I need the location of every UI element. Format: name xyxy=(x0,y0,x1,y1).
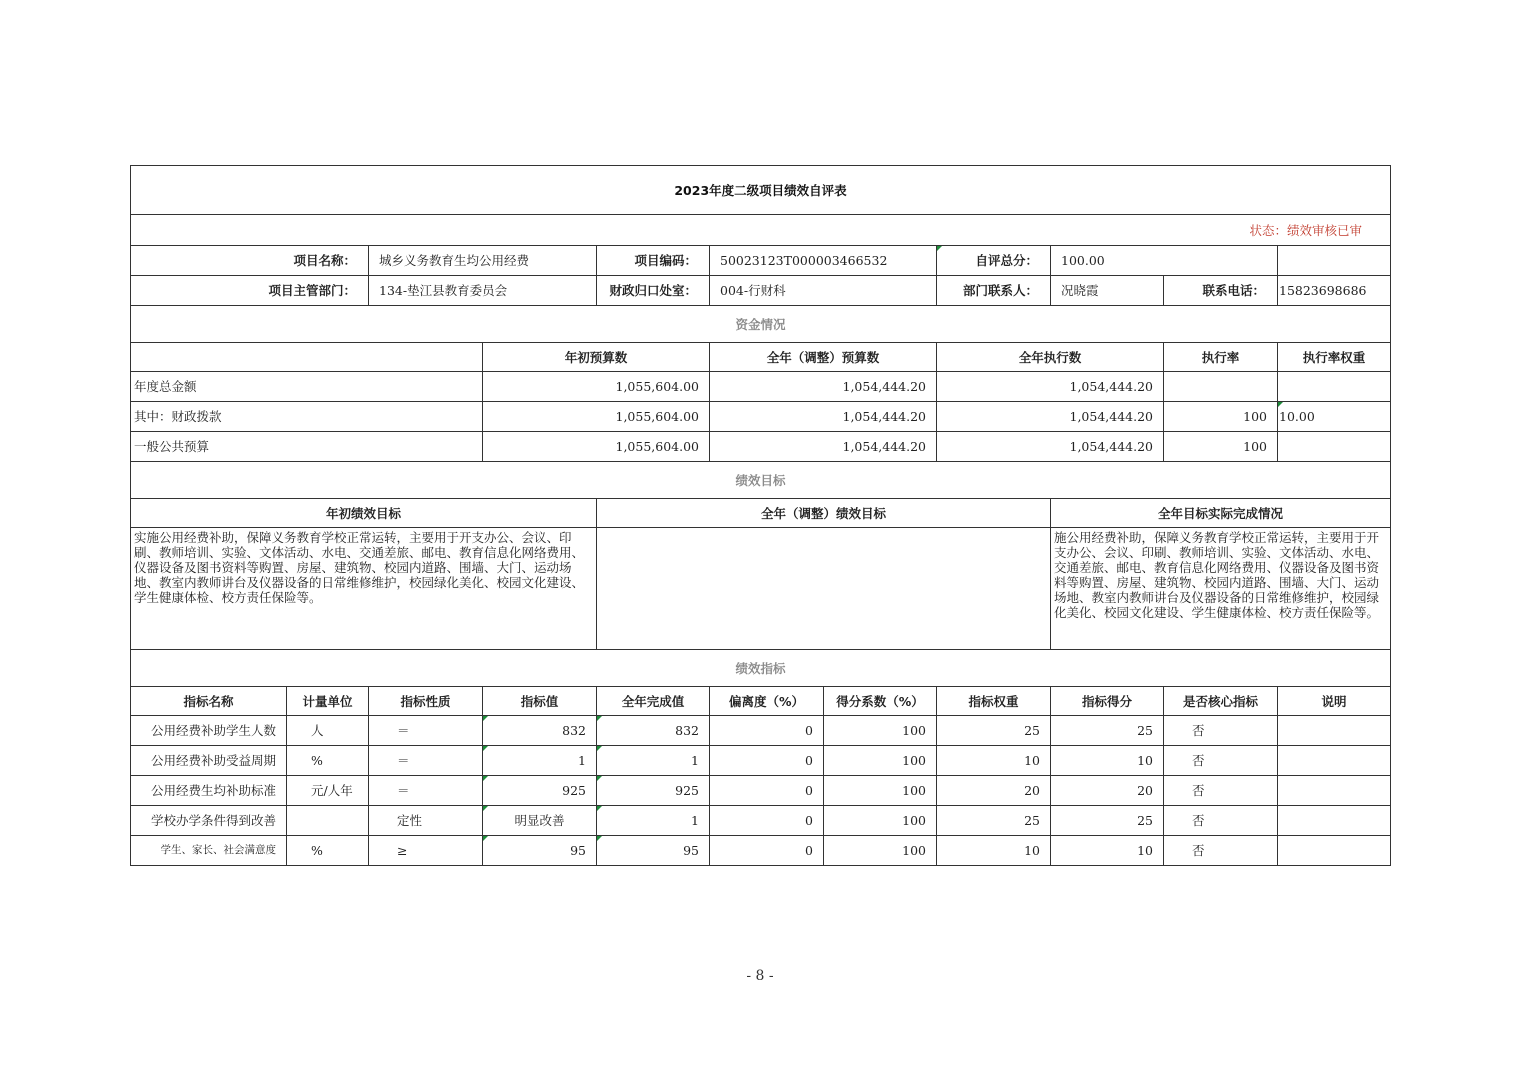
funds-row xyxy=(131,402,1391,432)
indicator-row xyxy=(131,716,1391,746)
indicator-row xyxy=(131,776,1391,806)
funds-row-rate: 100 xyxy=(1164,402,1278,432)
funds-row-adjusted: 1,054,444.20 xyxy=(710,432,937,462)
ind-header-deviation: 偏离度（%） xyxy=(710,687,824,716)
ind-header-nature: 指标性质 xyxy=(369,687,483,716)
ind-header-note: 说明 xyxy=(1278,687,1391,716)
ind-coef: 100 xyxy=(824,746,937,776)
funds-row-initial: 1,055,604.00 xyxy=(483,402,710,432)
ind-name: 学生、家长、社会满意度 xyxy=(131,836,287,866)
funds-row-weight xyxy=(1278,372,1391,402)
indicators-section-title: 绩效指标 xyxy=(131,650,1391,687)
phone-label: 联系电话： xyxy=(1164,276,1278,306)
indicator-row xyxy=(131,806,1391,836)
ind-note xyxy=(1278,776,1391,806)
self-score-value: 100.00 xyxy=(1051,246,1278,276)
ind-note xyxy=(1278,836,1391,866)
ind-weight: 25 xyxy=(937,806,1051,836)
goals-initial-text: 实施公用经费补助，保障义务教育学校正常运转，主要用于开支办公、会议、印刷、教师培训、实验、文体活动、水电、交通差旅、邮电、教育信息化网络费用、仪器设备及图书资料等购置、房屋、建筑物、校园内道路、围墙、大门、运动场地、教室内教师讲台及仪器设备的日常维修维护，校园绿化美化、校园文化建设、学生健康体检、校方责任保险等。 xyxy=(131,528,597,650)
ind-weight: 10 xyxy=(937,746,1051,776)
funds-row-executed: 1,054,444.20 xyxy=(937,402,1164,432)
goals-header-initial: 年初绩效目标 xyxy=(131,499,597,528)
finance-label: 财政归口处室： xyxy=(597,276,710,306)
funds-row xyxy=(131,432,1391,462)
funds-row-initial: 1,055,604.00 xyxy=(483,432,710,462)
ind-coef: 100 xyxy=(824,776,937,806)
ind-actual: 925 xyxy=(597,776,710,806)
ind-name: 学校办学条件得到改善 xyxy=(131,806,287,836)
ind-deviation: 0 xyxy=(710,806,824,836)
ind-deviation: 0 xyxy=(710,836,824,866)
performance-table xyxy=(130,165,1391,866)
project-name-value: 城乡义务教育生均公用经费 xyxy=(369,246,597,276)
goals-actual-text: 施公用经费补助，保障义务教育学校正常运转，主要用于开支办公、会议、印刷、教师培训、实验、文体活动、水电、交通差旅、邮电、教育信息化网络费用、仪器设备及图书资料等购置、房屋、建筑物、校园内道路、围墙、大门、运动场地、教室内教师讲台及仪器设备的日常维修维护，校园绿化美化、校园文化建设、学生健康体检、校方责任保险等。 xyxy=(1051,528,1391,650)
ind-core: 否 xyxy=(1164,746,1278,776)
ind-target: 95 xyxy=(483,836,597,866)
empty-cell xyxy=(1278,246,1391,276)
ind-actual: 95 xyxy=(597,836,710,866)
funds-row-weight xyxy=(1278,432,1391,462)
ind-header-actual: 全年完成值 xyxy=(597,687,710,716)
ind-deviation: 0 xyxy=(710,746,824,776)
ind-coef: 100 xyxy=(824,836,937,866)
ind-unit: 元/人年 xyxy=(287,776,369,806)
project-code-label: 项目编码： xyxy=(597,246,710,276)
ind-header-name: 指标名称 xyxy=(131,687,287,716)
ind-note xyxy=(1278,716,1391,746)
ind-nature: ＝ xyxy=(369,746,483,776)
funds-row-name: 年度总金额 xyxy=(131,372,483,402)
funds-row-initial: 1,055,604.00 xyxy=(483,372,710,402)
ind-target: 1 xyxy=(483,746,597,776)
table-title: 2023年度二级项目绩效自评表 xyxy=(131,166,1391,215)
funds-row-adjusted: 1,054,444.20 xyxy=(710,372,937,402)
indicator-row xyxy=(131,836,1391,866)
ind-coef: 100 xyxy=(824,716,937,746)
ind-target: 832 xyxy=(483,716,597,746)
ind-coef: 100 xyxy=(824,806,937,836)
finance-value: 004-行财科 xyxy=(710,276,937,306)
ind-nature: ＝ xyxy=(369,716,483,746)
funds-row-executed: 1,054,444.20 xyxy=(937,432,1164,462)
ind-note xyxy=(1278,806,1391,836)
ind-score: 25 xyxy=(1051,806,1164,836)
ind-weight: 25 xyxy=(937,716,1051,746)
ind-header-score: 指标得分 xyxy=(1051,687,1164,716)
funds-header-executed: 全年执行数 xyxy=(937,343,1164,372)
ind-unit: 人 xyxy=(287,716,369,746)
self-score-label: 自评总分： xyxy=(937,246,1051,276)
ind-score: 25 xyxy=(1051,716,1164,746)
goals-header-actual: 全年目标实际完成情况 xyxy=(1051,499,1391,528)
status-text: 状态：绩效审核已审 xyxy=(131,215,1391,246)
ind-weight: 10 xyxy=(937,836,1051,866)
ind-score: 10 xyxy=(1051,746,1164,776)
ind-deviation: 0 xyxy=(710,716,824,746)
ind-nature: 定性 xyxy=(369,806,483,836)
funds-header-weight: 执行率权重 xyxy=(1278,343,1391,372)
contact-value: 况晓霞 xyxy=(1051,276,1164,306)
ind-deviation: 0 xyxy=(710,776,824,806)
ind-core: 否 xyxy=(1164,716,1278,746)
goals-adjusted-text xyxy=(597,528,1051,650)
ind-name: 公用经费补助学生人数 xyxy=(131,716,287,746)
funds-header-initial: 年初预算数 xyxy=(483,343,710,372)
indicator-row xyxy=(131,746,1391,776)
ind-core: 否 xyxy=(1164,806,1278,836)
ind-header-unit: 计量单位 xyxy=(287,687,369,716)
dept-value: 134-垫江县教育委员会 xyxy=(369,276,597,306)
phone-value: 15823698686 xyxy=(1278,276,1391,306)
funds-row-rate xyxy=(1164,372,1278,402)
funds-section-title: 资金情况 xyxy=(131,306,1391,343)
ind-unit xyxy=(287,806,369,836)
ind-unit: % xyxy=(287,836,369,866)
ind-header-weight: 指标权重 xyxy=(937,687,1051,716)
ind-header-core: 是否核心指标 xyxy=(1164,687,1278,716)
ind-header-coef: 得分系数（%） xyxy=(824,687,937,716)
ind-weight: 20 xyxy=(937,776,1051,806)
funds-row xyxy=(131,372,1391,402)
funds-row-executed: 1,054,444.20 xyxy=(937,372,1164,402)
ind-target: 925 xyxy=(483,776,597,806)
funds-row-rate: 100 xyxy=(1164,432,1278,462)
funds-header-blank xyxy=(131,343,483,372)
ind-nature: ≥ xyxy=(369,836,483,866)
ind-note xyxy=(1278,746,1391,776)
ind-nature: ＝ xyxy=(369,776,483,806)
ind-score: 10 xyxy=(1051,836,1164,866)
contact-label: 部门联系人： xyxy=(937,276,1051,306)
funds-header-rate: 执行率 xyxy=(1164,343,1278,372)
funds-row-name: 其中：财政拨款 xyxy=(131,402,483,432)
page-number: - 8 - xyxy=(746,968,774,984)
goals-header-adjusted: 全年（调整）绩效目标 xyxy=(597,499,1051,528)
funds-header-adjusted: 全年（调整）预算数 xyxy=(710,343,937,372)
ind-name: 公用经费生均补助标准 xyxy=(131,776,287,806)
ind-core: 否 xyxy=(1164,836,1278,866)
ind-core: 否 xyxy=(1164,776,1278,806)
funds-row-weight: 10.00 xyxy=(1278,402,1391,432)
goals-section-title: 绩效目标 xyxy=(131,462,1391,499)
ind-target: 明显改善 xyxy=(483,806,597,836)
ind-score: 20 xyxy=(1051,776,1164,806)
ind-name: 公用经费补助受益周期 xyxy=(131,746,287,776)
dept-label: 项目主管部门： xyxy=(131,276,369,306)
ind-unit: % xyxy=(287,746,369,776)
funds-row-adjusted: 1,054,444.20 xyxy=(710,402,937,432)
ind-actual: 1 xyxy=(597,806,710,836)
funds-row-name: 一般公共预算 xyxy=(131,432,483,462)
ind-actual: 832 xyxy=(597,716,710,746)
project-name-label: 项目名称： xyxy=(131,246,369,276)
ind-header-target: 指标值 xyxy=(483,687,597,716)
ind-actual: 1 xyxy=(597,746,710,776)
project-code-value: 50023123T000003466532 xyxy=(710,246,937,276)
